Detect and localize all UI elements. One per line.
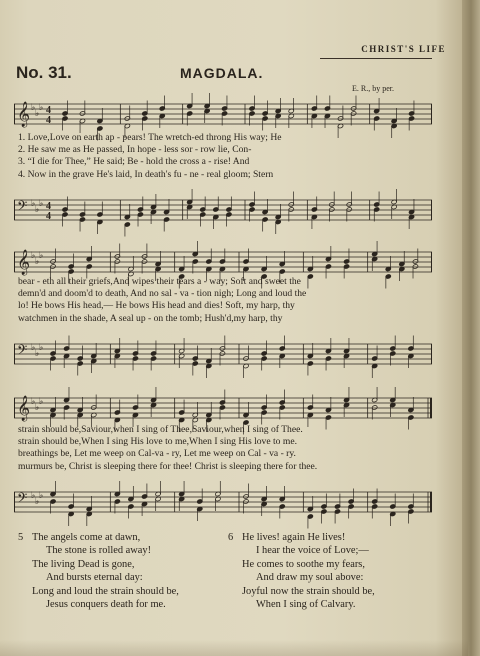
flat-icon: ♭ <box>31 102 36 112</box>
lyric-line: demn'd and doom'd to death, And no sal - va - tion nigh; Long and loud the <box>18 288 307 300</box>
lyric-line: bear - eth all their griefs,And wipes their tears a - way; Soft and sweet the <box>18 276 301 287</box>
lyrics-system-3 <box>18 424 432 473</box>
verse-line: And draw my soul above: <box>256 572 364 584</box>
treble-clef-icon: 𝄞 <box>17 102 31 127</box>
flat-icon: ♭ <box>35 402 40 412</box>
final-barline <box>430 492 432 512</box>
verse-line: When I sing of Calvary. <box>256 599 356 611</box>
lyric-line: 4. Now in the grave He's laid, In death's fu - ne - real gloom; Stern <box>18 168 274 180</box>
flat-icon: ♭ <box>39 102 44 112</box>
flat-icon: ♭ <box>39 198 44 208</box>
verse-line: Joyful now the strain should be, <box>242 585 375 597</box>
verse-line: Jesus conquers death for me. <box>46 599 166 611</box>
hymn-credit: E. R., by per. <box>352 84 394 93</box>
treble-staff-3 <box>14 392 432 426</box>
flat-icon: ♭ <box>35 348 40 358</box>
verse-line: He comes to soothe my fears, <box>242 558 365 570</box>
bass-clef-icon: 𝄢 <box>17 198 28 217</box>
flat-icon: ♭ <box>31 342 36 352</box>
final-barline <box>430 398 432 418</box>
header-rule <box>320 58 432 59</box>
flat-icon: ♭ <box>35 108 40 118</box>
lyric-line: strain should be,Saviour,when I sing of Thee,Saviour,when I sing of Thee. <box>18 424 303 435</box>
lyric-line: lo! He bows His head,— He bows His head and dies! Soft, my harp, thy <box>18 300 295 312</box>
time-signature-top: 4 <box>46 201 51 212</box>
lyrics-system-2 <box>18 276 432 325</box>
flat-icon: ♭ <box>31 396 36 406</box>
flat-icon: ♭ <box>31 250 36 260</box>
bass-clef-icon: 𝄢 <box>17 490 28 509</box>
lyric-line: murmurs be, Christ is sleeping there for thee! Christ is sleeping there for thee. <box>18 460 318 472</box>
verse-5 <box>18 531 228 611</box>
flat-icon: ♭ <box>39 250 44 260</box>
flat-icon: ♭ <box>35 256 40 266</box>
lyric-line: strain should be,When I sing His love to me,When I sing His love to me. <box>18 436 297 448</box>
section-header: CHRIST'S LIFE <box>361 44 446 54</box>
time-signature-top: 4 <box>46 105 51 116</box>
lyric-line: breathings be, Let me weep on Cal-va - ry, Let me weep on Cal - va - ry. <box>18 448 296 460</box>
treble-clef-icon: 𝄞 <box>17 250 31 275</box>
flat-icon: ♭ <box>39 396 44 406</box>
verse-line: The angels come at dawn, <box>32 532 141 543</box>
time-signature-bottom: 4 <box>46 115 51 126</box>
lyrics-system-1 <box>18 132 432 181</box>
lyric-line: 3. “I die for Thee,” He said; Be - hold the cross a - rise! And <box>18 156 250 168</box>
treble-staff-2 <box>14 246 432 280</box>
flat-icon: ♭ <box>31 490 36 500</box>
bass-staff-3 <box>14 486 432 520</box>
verse-6 <box>228 531 438 611</box>
time-signature-bottom: 4 <box>46 211 51 222</box>
flat-icon: ♭ <box>31 198 36 208</box>
lyric-line: watchmen in the shade, A seal up - on the tomb; Hush'd,my harp, thy <box>18 312 283 324</box>
treble-clef-icon: 𝄞 <box>17 396 31 421</box>
bass-clef-icon: 𝄢 <box>17 342 28 361</box>
hymn-number: No. 31. <box>16 63 72 82</box>
treble-staff-1 <box>14 98 432 132</box>
lyric-line: 1. Love,Love on earth ap - pears! The wretch-ed throng His way; He <box>18 132 282 143</box>
hymn-title: MAGDALA. <box>180 65 264 81</box>
book-spine <box>462 0 480 656</box>
flat-icon: ♭ <box>39 490 44 500</box>
lyric-line: 2. He saw me as He passed, In hope - less sor - row lie, Con- <box>18 144 252 156</box>
bass-staff-2 <box>14 338 432 372</box>
verse-line: I hear the voice of Love;— <box>256 545 369 557</box>
page-shadow <box>0 640 468 656</box>
verse-line: The stone is rolled away! <box>46 545 152 557</box>
verse-number: 5 <box>18 532 24 543</box>
verse-line: The living Dead is gone, <box>32 558 135 570</box>
flat-icon: ♭ <box>35 204 40 214</box>
verse-line: Long and loud the strain should be, <box>32 585 179 597</box>
verse-line: He lives! again He lives! <box>242 532 346 543</box>
flat-icon: ♭ <box>35 496 40 506</box>
flat-icon: ♭ <box>39 342 44 352</box>
bass-staff-1 <box>14 194 432 228</box>
verse-line: And bursts eternal day: <box>46 572 143 584</box>
verse-number: 6 <box>228 532 234 543</box>
